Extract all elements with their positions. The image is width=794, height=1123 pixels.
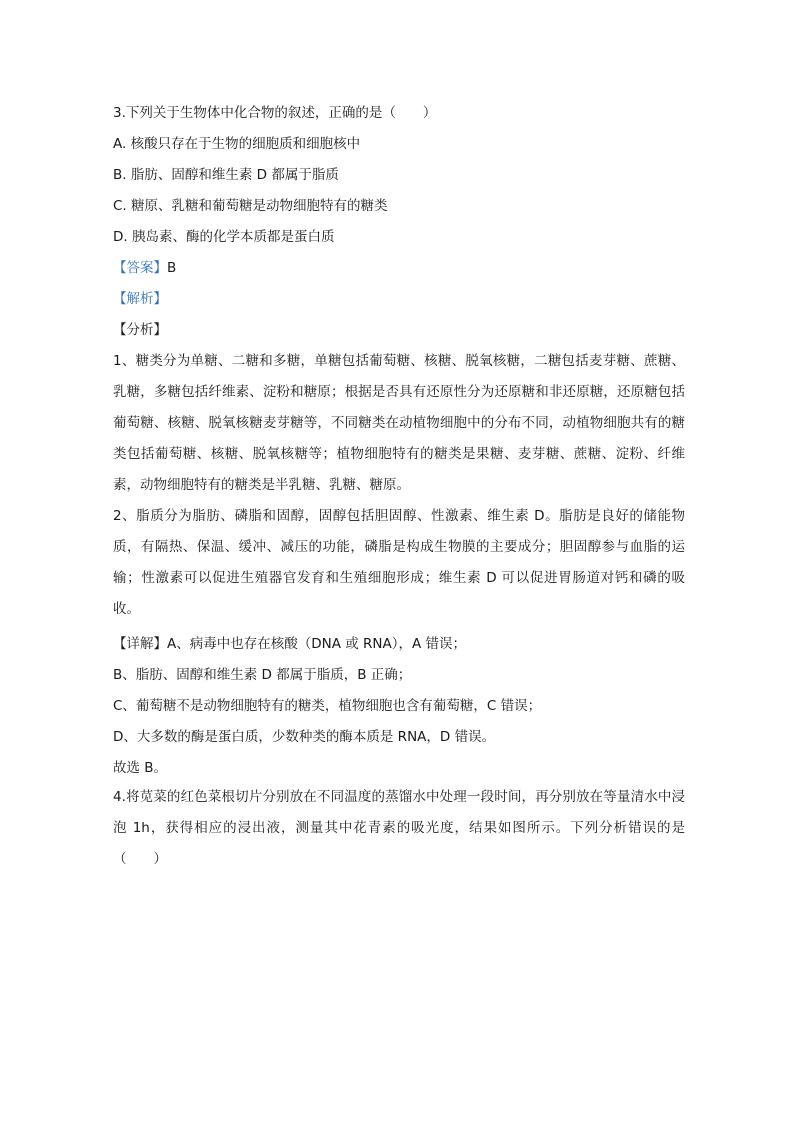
question-4-stem: 4.将苋菜的红色菜根切片分别放在不同温度的蒸馏水中处理一段时间，再分别放在等量清水中浸泡 1h，获得相应的浸出液，测量其中花青素的吸光度，结果如图所示。下列分析错误的是（ ） (113, 789, 685, 867)
question-3-option-c: C. 糖原、乳糖和葡萄糖是动物细胞特有的糖类 (113, 198, 388, 214)
answer-value: B (167, 260, 177, 276)
explanation-heading (113, 289, 688, 309)
answer-line (113, 258, 688, 278)
answer-tag: 【答案】 (113, 260, 167, 276)
conclusion-line: 故选 B。 (113, 760, 168, 776)
analysis-heading (113, 320, 688, 340)
detail-line-c: C、葡萄糖不是动物细胞特有的糖类，植物细胞也含有葡萄糖，C 错误； (113, 698, 542, 714)
detail-line-a (113, 634, 688, 654)
question-3-option-d: D. 胰岛素、酶的化学本质都是蛋白质 (113, 229, 335, 245)
detail-line-d: D、大多数的酶是蛋白质，少数种类的酶本质是 RNA，D 错误。 (113, 729, 496, 745)
analysis-paragraph-2: 2、脂质分为脂肪、磷脂和固醇，固醇包括胆固醇、性激素、维生素 D。脂肪是良好的储能物质，有隔热、保温、缓冲、减压的功能，磷脂是构成生物膜的主要成分；胆固醇参与血脂的运输；性激素可以促进生殖器官发育和生殖细胞形成；维生素 D 可以促进胃肠道对钙和磷的吸收。 (113, 508, 685, 617)
analysis-tag: 【分析】 (113, 322, 167, 338)
question-3-stem: 3.下列关于生物体中化合物的叙述，正确的是（ ） (113, 105, 437, 121)
detail-a-text: A、病毒中也存在核酸（DNA 或 RNA），A 错误； (167, 636, 467, 652)
explanation-tag: 【解析】 (113, 291, 167, 307)
question-3-option-a: A. 核酸只存在于生物的细胞质和细胞核中 (113, 136, 361, 152)
analysis-paragraph-1: 1、糖类分为单糖、二糖和多糖，单糖包括葡萄糖、核糖、脱氧核糖，二糖包括麦芽糖、蔗糖、乳糖，多糖包括纤维素、淀粉和糖原；根据是否具有还原性分为还原糖和非还原糖，还原糖包括葡萄糖、核糖、脱氧核糖麦芽糖等，不同糖类在动植物细胞中的分布不同，动植物细胞共有的糖类包括葡萄糖、核糖、脱氧核糖等；植物细胞特有的糖类是果糖、麦芽糖、蔗糖、淀粉、纤维素，动物细胞特有的糖类是半乳糖、乳糖、糖原。 (113, 353, 685, 493)
detail-tag: 【详解】 (113, 636, 167, 652)
detail-line-b: B、脂肪、固醇和维生素 D 都属于脂质，B 正确； (113, 667, 412, 683)
question-3-option-b: B. 脂肪、固醇和维生素 D 都属于脂质 (113, 167, 339, 183)
